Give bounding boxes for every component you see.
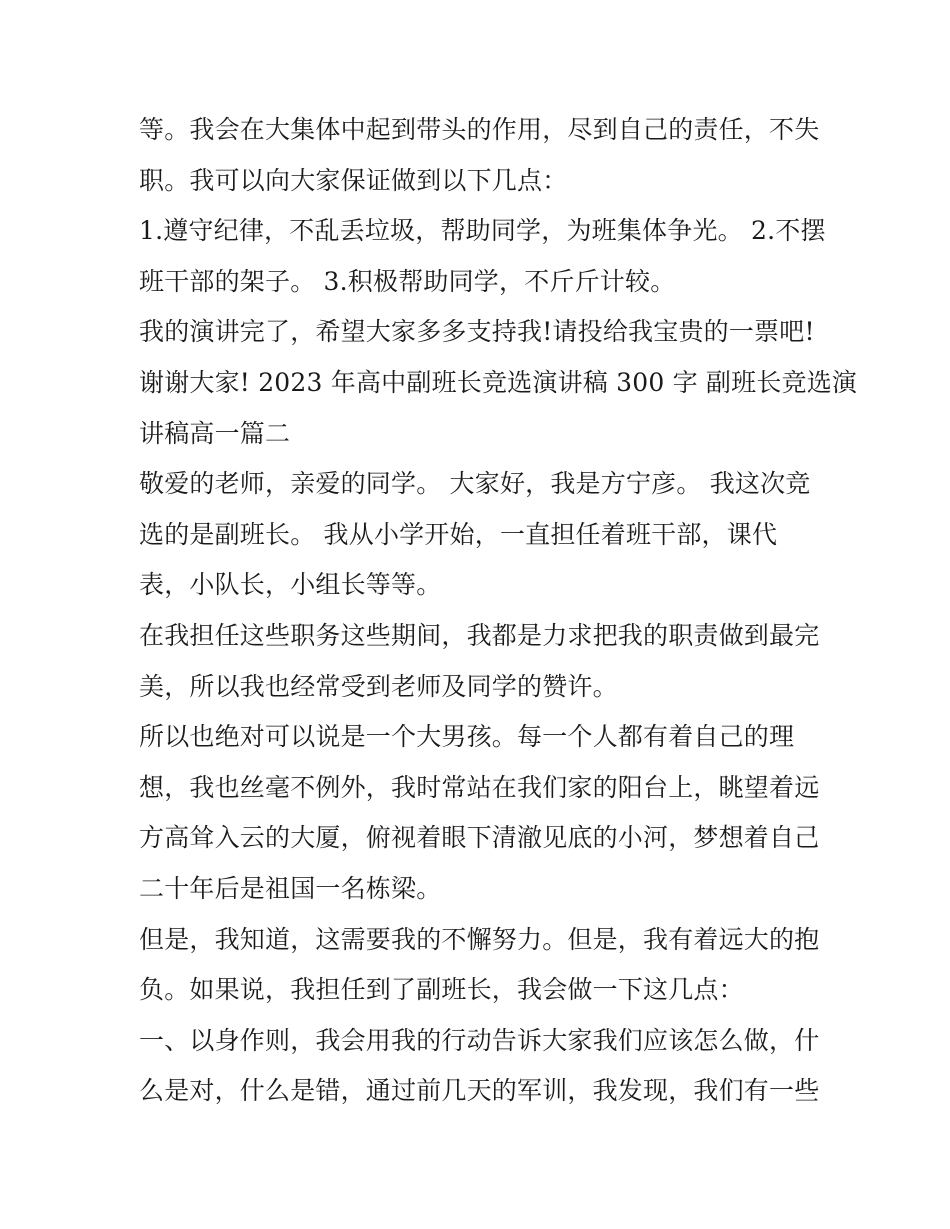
text-line: 表，小队长，小组长等等。 [139, 570, 442, 600]
text-line: 方高耸入云的大厦，俯视着眼下清澈见底的小河，梦想着自己 [139, 823, 820, 853]
text-line: 讲稿高一篇二 [139, 418, 291, 448]
text-line: 1.遵守纪律，不乱丢垃圾，帮助同学，为班集体争光。 2.不摆 [139, 216, 826, 246]
text-line: 选的是副班长。 我从小学开始，一直担任着班干部，课代 [139, 519, 778, 549]
text-line: 班干部的架子。 3.积极帮助同学，不斤斤计较。 [139, 266, 676, 296]
text-line: 美，所以我也经常受到老师及同学的赞许。 [139, 671, 618, 701]
text-line: 一、以身作则，我会用我的行动告诉大家我们应该怎么做，什 [139, 1025, 820, 1055]
text-line: 么是对，什么是错，通过前几天的军训，我发现，我们有一些 [139, 1076, 820, 1106]
text-line: 想，我也丝毫不例外，我时常站在我们家的阳台上，眺望着远 [139, 772, 820, 802]
text-line: 敬爱的老师，亲爱的同学。 大家好，我是方宁彦。 我这次竞 [139, 469, 811, 499]
text-line: 但是，我知道，这需要我的不懈努力。但是，我有着远大的抱 [139, 924, 820, 954]
text-line: 谢谢大家! 2023 年高中副班长竞选演讲稿 300 字 副班长竞选演 [139, 367, 858, 397]
text-line: 在我担任这些职务这些期间，我都是力求把我的职责做到最完 [139, 620, 820, 650]
text-line: 所以也绝对可以说是一个大男孩。每一个人都有着自己的理 [139, 722, 795, 752]
text-line: 二十年后是祖国一名栋梁。 [139, 873, 442, 903]
document-body [139, 105, 858, 1117]
text-line: 负。如果说，我担任到了副班长，我会做一下这几点： [139, 975, 744, 1005]
text-line: 职。我可以向大家保证做到以下几点： [139, 165, 568, 195]
text-line: 我的演讲完了，希望大家多多支持我!请投给我宝贵的一票吧! [139, 317, 815, 347]
text-line: 等。我会在大集体中起到带头的作用，尽到自己的责任，不失 [139, 115, 820, 144]
